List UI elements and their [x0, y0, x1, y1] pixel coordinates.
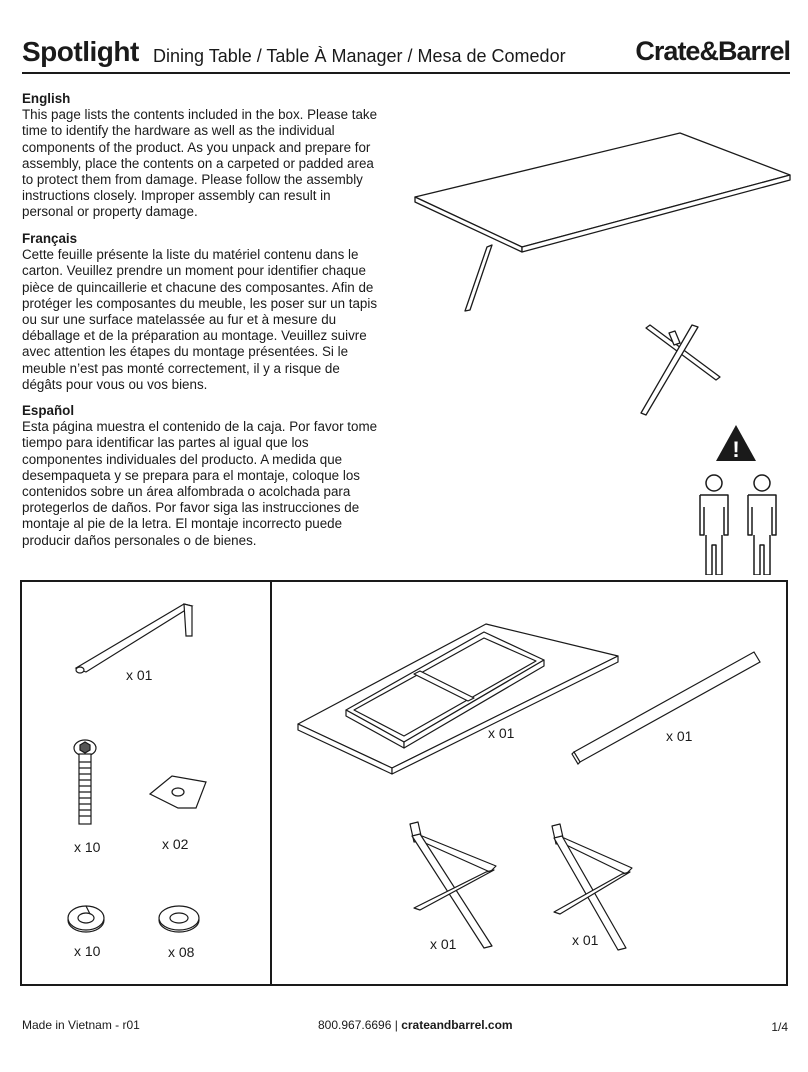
flat-washer-qty: x 08: [168, 944, 195, 960]
rail-qty: x 01: [666, 728, 693, 744]
two-person-warning-icon: [686, 425, 786, 575]
french-section: [22, 231, 382, 393]
spanish-body: Esta página muestra el contenido de la caja. Por favor tome tiempo para identificar las partes al igual que los componentes individuales del producto. A medida que desempaqueta y se prepara para el montaje, coloque los contenidos sobre un área alfombrada o acolchada para protegerlos de daños. Por favor siga las instrucciones de montaje al pie de la letra. El montaje incorrecto puede producir daños personales o de bienes.: [22, 419, 378, 548]
spanish-section: [22, 403, 382, 549]
spanish-heading: Español: [22, 403, 75, 418]
page-number: 1/4: [771, 1020, 788, 1034]
bracket-qty: x 02: [162, 836, 189, 852]
tabletop-qty: x 01: [488, 725, 515, 741]
leg-left-qty: x 01: [430, 936, 457, 952]
lock-washer-illustration: [64, 902, 108, 934]
page-header: [22, 36, 790, 72]
french-body: Cette feuille présente la liste du matériel contenu dans le carton. Veuillez prendre un moment pour identifier chaque pièce de quincaillerie et chacune des composantes. Afin de protéger les composantes du meuble, les poser sur un tapis ou sur une surface matelassée au fur et à mesure du déballage et de la préparation au montage. Veuillez suivre avec attention les étapes du montage présentées. Si le meuble n’est pas monté correctement, il y a risque de dégâts pour vous ou vos biens.: [22, 247, 378, 392]
header-rule: [22, 72, 790, 74]
french-heading: Français: [22, 231, 78, 246]
english-heading: English: [22, 91, 71, 106]
rail-illustration: [568, 648, 764, 766]
bolt-illustration: [70, 738, 100, 830]
english-body: This page lists the contents included in the box. Please take time to identify the hardware as well as the individual components of the product. As you unpack and prepare for assembly, place the contents on a carpeted or padded area to protect them from damage. Please follow the assembly instructions closely. Improper assembly can result in personal or property damage.: [22, 107, 378, 220]
parts-divider: [270, 580, 272, 986]
warning-mark: !: [732, 437, 740, 462]
allen-key-qty: x 01: [126, 667, 153, 683]
lock-washer-qty: x 10: [74, 943, 101, 959]
english-section: [22, 91, 382, 221]
leg-left-illustration: [404, 818, 502, 952]
bracket-illustration: [148, 772, 210, 814]
brand-logo: Crate&Barrel: [635, 36, 790, 66]
leg-right-qty: x 01: [572, 932, 599, 948]
footer-origin: Made in Vietnam - r01: [22, 1018, 140, 1032]
assembled-table-illustration: [410, 95, 795, 425]
product-subtitle: Dining Table / Table À Manager / Mesa de Comedor: [153, 46, 566, 66]
product-title: Spotlight: [22, 36, 139, 67]
flat-washer-illustration: [156, 902, 202, 934]
footer-phone: 800.967.6696 |: [318, 1018, 402, 1032]
bolt-qty: x 10: [74, 839, 101, 855]
footer-contact: [318, 1018, 513, 1032]
footer-website[interactable]: crateandbarrel.com: [401, 1018, 513, 1032]
